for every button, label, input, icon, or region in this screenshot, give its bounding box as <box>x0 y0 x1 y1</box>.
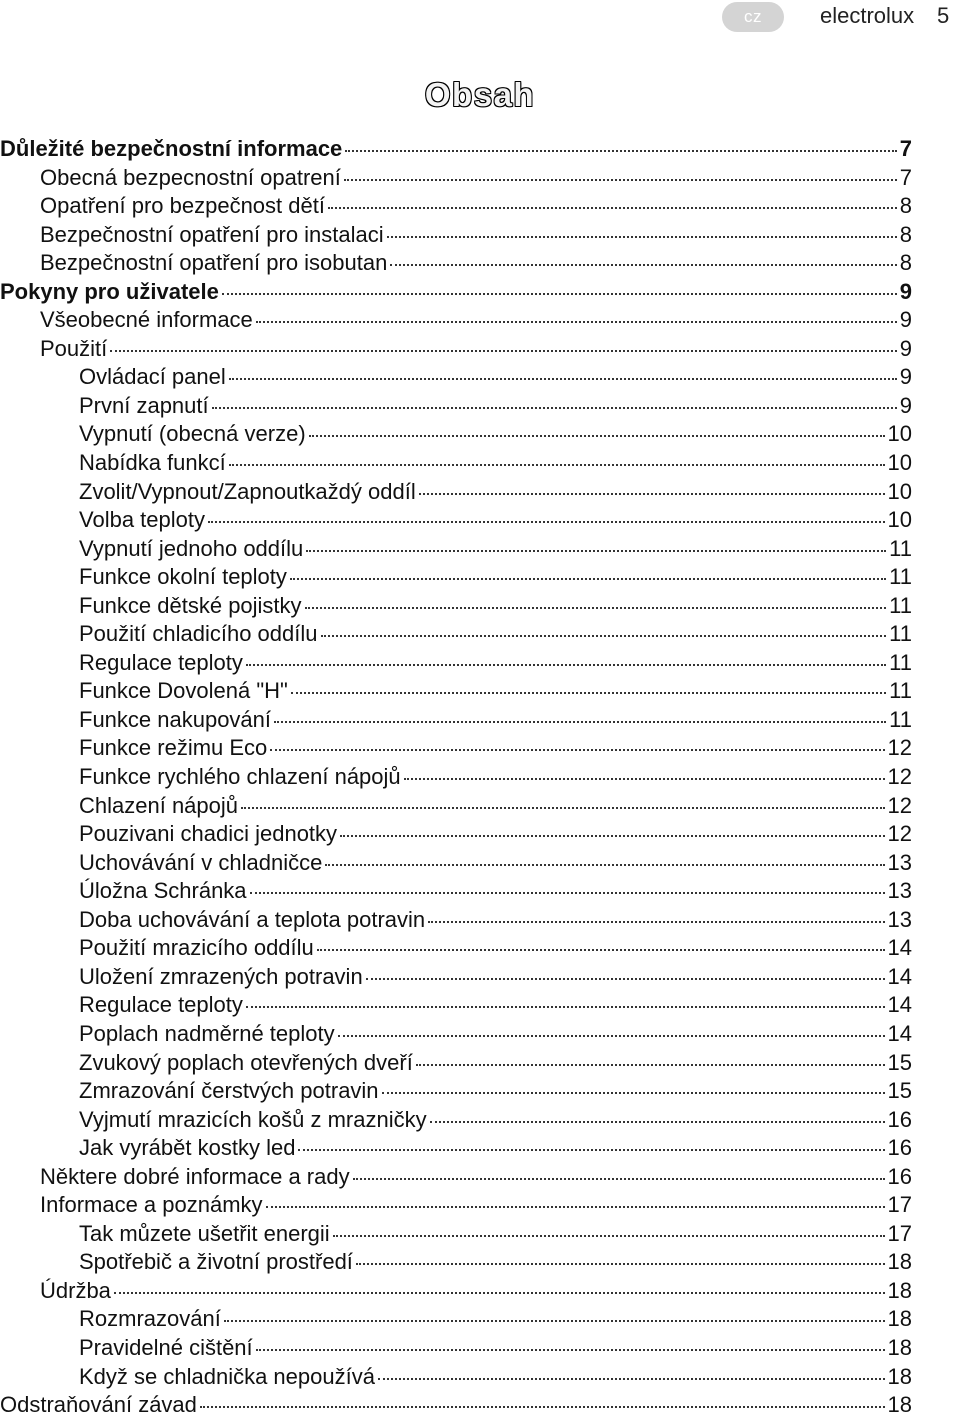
toc-entry-title: Bezpečnostní opatření pro isobutan <box>40 250 388 276</box>
dot-leader <box>321 635 887 637</box>
toc-entry[interactable] <box>0 535 912 564</box>
toc-entry-page: 11 <box>889 535 912 561</box>
dot-leader <box>387 236 897 238</box>
dot-leader <box>309 435 885 437</box>
toc-entry-page: 9 <box>899 307 912 333</box>
toc-entry[interactable] <box>0 363 912 392</box>
dot-leader <box>325 864 884 866</box>
toc-entry[interactable] <box>0 306 912 335</box>
toc-entry-page: 11 <box>889 621 912 647</box>
dot-leader <box>353 1178 885 1180</box>
toc-entry[interactable] <box>0 1248 912 1277</box>
dot-leader <box>298 1149 884 1151</box>
toc-entry[interactable] <box>0 164 912 193</box>
dot-leader <box>366 978 885 980</box>
toc-entry[interactable] <box>0 592 912 621</box>
dot-leader <box>338 1035 885 1037</box>
toc-entry-title: Údržba <box>40 1277 111 1303</box>
dot-leader <box>328 207 897 209</box>
dot-leader <box>344 179 897 181</box>
dot-leader <box>200 1406 885 1408</box>
brand-name: electrolux <box>820 3 915 28</box>
toc-entry-page: 11 <box>889 706 912 732</box>
toc-entry-title: Regulace teploty <box>79 992 243 1018</box>
toc-entry-page: 15 <box>887 1049 912 1075</box>
dot-leader <box>246 664 886 666</box>
toc-entry-page: 17 <box>887 1220 912 1246</box>
toc-entry-title: Vypnutí (obecná verze) <box>79 421 306 447</box>
toc-entry-page: 10 <box>887 450 912 476</box>
toc-entry[interactable] <box>0 1134 912 1163</box>
dot-leader <box>306 550 886 552</box>
toc-entry[interactable] <box>0 649 912 678</box>
toc-entry-title: Rozmrazování <box>79 1306 221 1332</box>
toc-entry-title: Uchovávání v chladničce <box>79 849 323 875</box>
toc-entry-page: 13 <box>887 849 912 875</box>
toc-entry-page: 10 <box>887 478 912 504</box>
dot-leader <box>256 1349 885 1351</box>
toc-entry-title: Opatření pro bezpečnost dětí <box>40 193 325 219</box>
toc-entry[interactable] <box>0 1363 912 1392</box>
toc-entry[interactable] <box>0 1020 912 1049</box>
toc-entry-page: 18 <box>887 1277 912 1303</box>
toc-entry-page: 11 <box>889 649 912 675</box>
dot-leader <box>256 321 897 323</box>
toc-entry-page: 15 <box>887 1078 912 1104</box>
toc-entry[interactable] <box>0 1305 912 1334</box>
toc-entry-page: 16 <box>887 1163 912 1189</box>
toc-entry-page: 12 <box>887 792 912 818</box>
dot-leader <box>333 1235 885 1237</box>
toc-entry-page: 9 <box>899 335 912 361</box>
toc-entry-title: Tak můzete ušetřit energii <box>79 1220 330 1246</box>
toc-entry[interactable] <box>0 392 912 421</box>
toc-entry[interactable] <box>0 934 912 963</box>
dot-leader <box>290 578 886 580</box>
toc-entry-page: 14 <box>887 992 912 1018</box>
toc-entry-page: 17 <box>887 1192 912 1218</box>
toc-entry-title: Pouzivani chadici jednotky <box>79 821 338 847</box>
toc-entry-title: Funkce nakupování <box>79 706 272 732</box>
dot-leader <box>246 1006 885 1008</box>
table-of-contents <box>0 135 912 1420</box>
toc-entry-title: Chlazení nápojů <box>79 792 239 818</box>
dot-leader <box>428 921 884 923</box>
toc-entry-title: Regulace teploty <box>79 649 243 675</box>
dot-leader <box>382 1092 885 1094</box>
toc-entry-page: 8 <box>899 221 912 247</box>
toc-entry[interactable] <box>0 249 912 278</box>
toc-entry-title: Funkce režimu Eco <box>79 735 268 761</box>
toc-entry[interactable] <box>0 1391 912 1420</box>
toc-entry-title: Použití <box>40 335 108 361</box>
toc-entry-title: Informace a poznámky <box>40 1192 263 1218</box>
toc-entry[interactable] <box>0 563 912 592</box>
toc-entry-page: 10 <box>887 421 912 447</box>
toc-entry[interactable] <box>0 420 912 449</box>
toc-entry-page: 13 <box>887 906 912 932</box>
toc-entry-page: 8 <box>899 193 912 219</box>
toc-entry[interactable] <box>0 1106 912 1135</box>
toc-entry-page: 7 <box>899 164 912 190</box>
toc-entry-page: 11 <box>889 564 912 590</box>
toc-entry-page: 16 <box>887 1106 912 1132</box>
dot-leader <box>356 1263 885 1265</box>
toc-entry-title: Vyjmutí mrazicích košů z mrazničky <box>79 1106 427 1132</box>
toc-entry-title: Funkce rychlého chlazení nápojů <box>79 764 401 790</box>
toc-entry-page: 10 <box>887 507 912 533</box>
toc-entry[interactable] <box>0 478 912 507</box>
toc-entry-page: 18 <box>887 1306 912 1332</box>
toc-entry-title: Nabídka funkcí <box>79 450 226 476</box>
language-badge: cz <box>722 2 784 32</box>
dot-leader <box>419 493 885 495</box>
toc-entry-title: Zvukový poplach otevřených dveří <box>79 1049 413 1075</box>
toc-entry-title: Funkce dětské pojistky <box>79 592 302 618</box>
toc-entry[interactable] <box>0 1220 912 1249</box>
toc-entry-page: 18 <box>887 1334 912 1360</box>
toc-entry-title: Obecná bezpecnostní opatrení <box>40 164 341 190</box>
toc-entry-page: 18 <box>887 1392 912 1418</box>
toc-entry-title: První zapnutí <box>79 392 209 418</box>
toc-entry[interactable] <box>0 706 912 735</box>
dot-leader <box>250 892 885 894</box>
toc-entry-page: 9 <box>899 364 912 390</box>
toc-entry[interactable] <box>0 677 912 706</box>
toc-entry-title: Zmrazování čerstvých potravin <box>79 1078 379 1104</box>
toc-entry[interactable] <box>0 449 912 478</box>
toc-entry[interactable] <box>0 991 912 1020</box>
toc-entry-page: 12 <box>887 764 912 790</box>
toc-entry-page: 9 <box>899 392 912 418</box>
dot-leader <box>274 721 886 723</box>
dot-leader <box>340 835 884 837</box>
toc-entry-page: 16 <box>887 1135 912 1161</box>
toc-entry-page: 7 <box>899 136 912 161</box>
dot-leader <box>114 1292 885 1294</box>
toc-entry[interactable] <box>0 820 912 849</box>
toc-entry-title: Pokyny pro uživatele <box>0 278 219 304</box>
dot-leader <box>430 1121 885 1123</box>
toc-entry[interactable] <box>0 877 912 906</box>
dot-leader <box>110 350 896 352</box>
toc-entry-page: 11 <box>889 678 912 704</box>
toc-entry-title: Použití mrazicího oddílu <box>79 935 314 961</box>
toc-entry-title: Použití chladicího oddílu <box>79 621 318 647</box>
toc-entry[interactable] <box>0 506 912 535</box>
page-title: Obsah <box>424 76 536 113</box>
dot-leader <box>404 778 885 780</box>
dot-leader <box>416 1064 885 1066</box>
toc-entry-title: Poplach nadměrné teploty <box>79 1020 335 1046</box>
dot-leader <box>345 150 896 152</box>
dot-leader <box>270 749 884 751</box>
dot-leader <box>229 464 885 466</box>
toc-entry[interactable] <box>0 734 912 763</box>
toc-entry-title: Důležité bezpečnostní informace <box>0 136 343 161</box>
dot-leader <box>266 1206 885 1208</box>
toc-entry[interactable] <box>0 1277 912 1306</box>
toc-entry[interactable] <box>0 1163 912 1192</box>
toc-entry-title: Bezpečnostní opatření pro instalaci <box>40 221 384 247</box>
toc-entry-title: Vypnutí jednoho oddílu <box>79 535 304 561</box>
toc-entry[interactable] <box>0 135 912 164</box>
toc-entry[interactable] <box>0 1334 912 1363</box>
toc-entry-page: 11 <box>889 592 912 618</box>
toc-entry-page: 14 <box>887 963 912 989</box>
dot-leader <box>212 407 897 409</box>
toc-entry-title: Zvolit/Vypnout/Zapnoutkaždý oddíl <box>79 478 416 504</box>
dot-leader <box>390 264 896 266</box>
toc-entry-title: Úložna Schránka <box>79 878 247 904</box>
toc-entry-page: 13 <box>887 878 912 904</box>
dot-leader <box>378 1378 885 1380</box>
toc-entry-title: Odstraňování závad <box>0 1392 197 1418</box>
dot-leader <box>208 521 885 523</box>
dot-leader <box>224 1320 885 1322</box>
toc-entry-title: Ovládací panel <box>79 364 226 390</box>
toc-entry-title: Volba teploty <box>79 507 205 533</box>
toc-entry[interactable] <box>0 963 912 992</box>
toc-entry[interactable] <box>0 1077 912 1106</box>
toc-entry[interactable] <box>0 620 912 649</box>
dot-leader <box>222 293 897 295</box>
dot-leader <box>241 807 885 809</box>
toc-entry-page: 14 <box>887 935 912 961</box>
toc-entry-title: Když se chladnička nepoužívá <box>79 1363 375 1389</box>
toc-entry[interactable] <box>0 221 912 250</box>
toc-entry-page: 18 <box>887 1363 912 1389</box>
toc-entry-page: 12 <box>887 821 912 847</box>
toc-entry-title: Spotřebič a životní prostředí <box>79 1249 353 1275</box>
dot-leader <box>317 949 885 951</box>
toc-entry-title: Funkce Dovolená "H" <box>79 678 288 704</box>
toc-entry-page: 14 <box>887 1020 912 1046</box>
toc-entry-page: 8 <box>899 250 912 276</box>
toc-entry[interactable] <box>0 278 912 307</box>
toc-entry-title: Pravidelné cištění <box>79 1334 253 1360</box>
dot-leader <box>291 692 886 694</box>
toc-entry-title: Všeobecné informace <box>40 307 253 333</box>
toc-entry-page: 18 <box>887 1249 912 1275</box>
page-number: 5 <box>937 3 950 28</box>
toc-entry-title: Někteге dobré informace a rady <box>40 1163 350 1189</box>
toc-entry-title: Jak vyrábět kostky led <box>79 1135 296 1161</box>
dot-leader <box>305 607 887 609</box>
page-header <box>0 0 960 36</box>
toc-entry[interactable] <box>0 192 912 221</box>
toc-entry[interactable] <box>0 335 912 364</box>
toc-entry[interactable] <box>0 1049 912 1078</box>
toc-entry[interactable] <box>0 763 912 792</box>
toc-entry-title: Doba uchovávání a teplota potravin <box>79 906 426 932</box>
toc-entry-title: Funkce okolní teploty <box>79 564 287 590</box>
toc-entry[interactable] <box>0 1191 912 1220</box>
toc-entry-page: 9 <box>899 278 912 304</box>
dot-leader <box>229 378 897 380</box>
toc-entry[interactable] <box>0 849 912 878</box>
toc-entry[interactable] <box>0 906 912 935</box>
toc-entry-title: Uložení zmrazených potravin <box>79 963 363 989</box>
toc-entry-page: 12 <box>887 735 912 761</box>
toc-entry[interactable] <box>0 792 912 821</box>
